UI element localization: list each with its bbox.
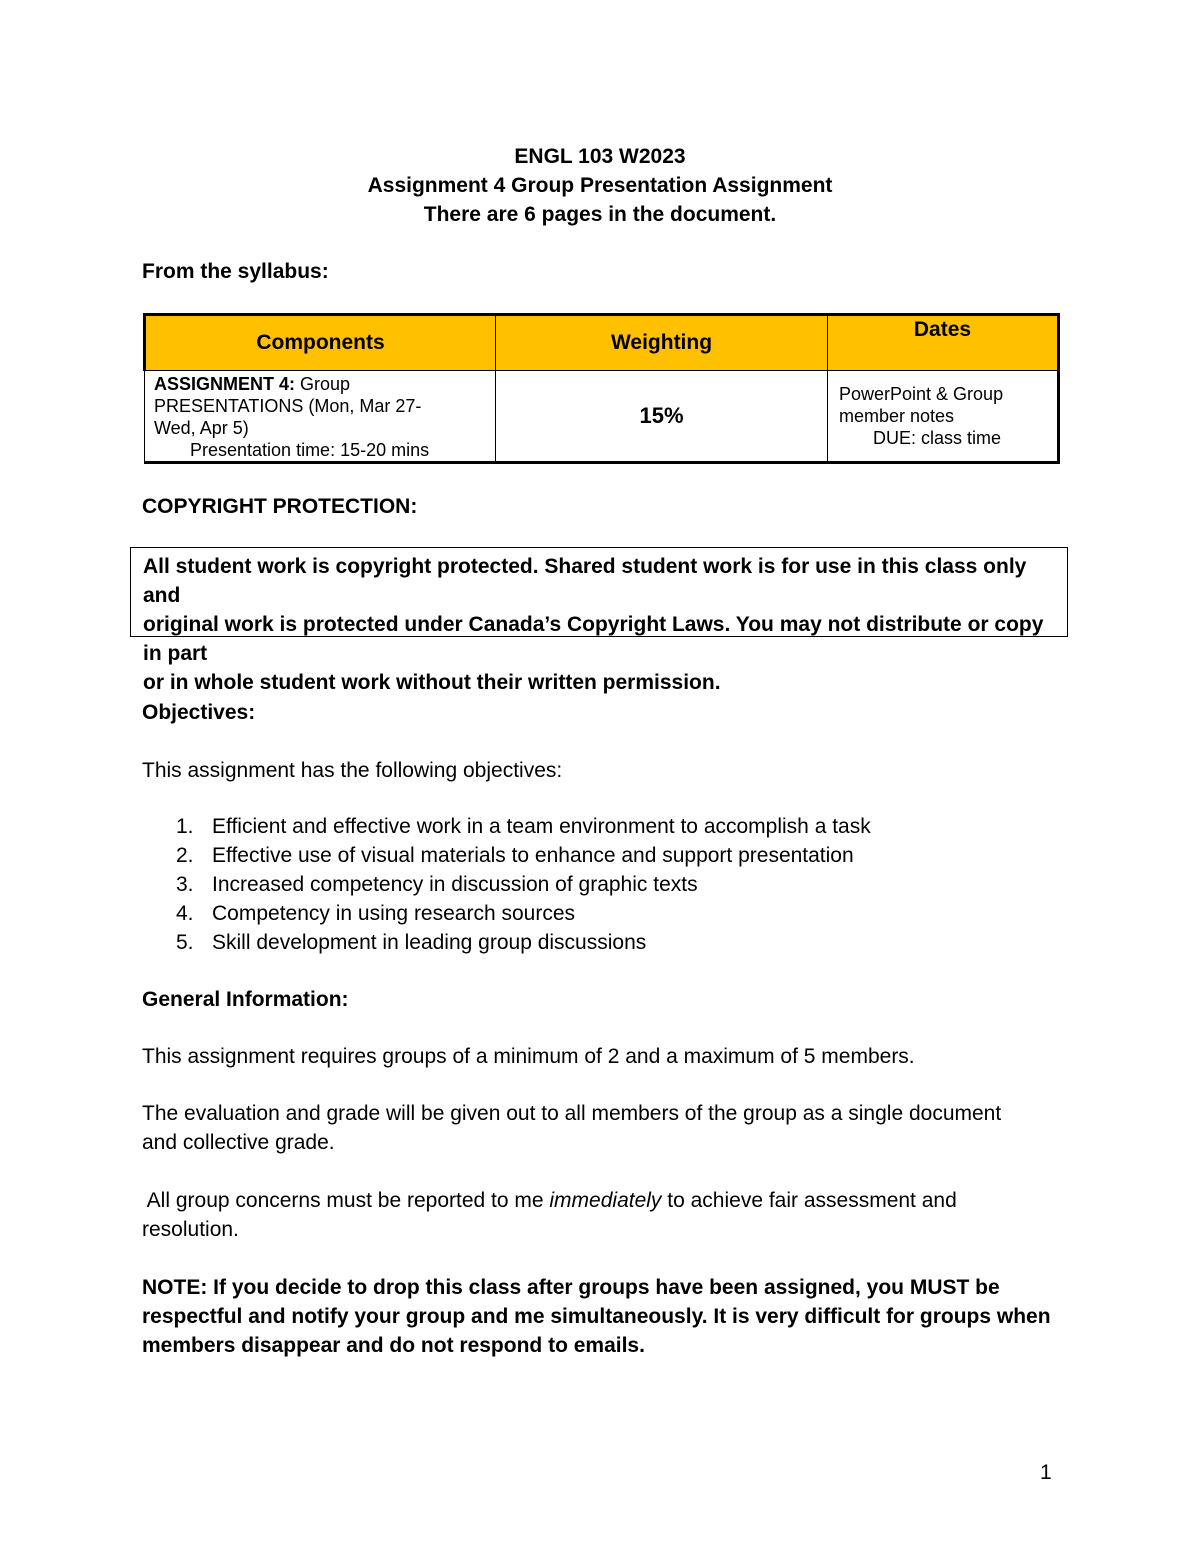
list-item: 5. Skill development in leading group discussions (176, 931, 647, 954)
emphasis: immediately (549, 1189, 662, 1212)
dates-line3: DUE: class time (873, 428, 1002, 448)
dates-line1: PowerPoint & Group (839, 384, 1004, 404)
general-p3-line1: All group concerns must be reported to me immediately to achieve fair assessment and (142, 1189, 957, 1212)
copyright-line3: or in whole student work without their written permission. (143, 671, 721, 694)
general-p3-line2: resolution. (142, 1218, 239, 1241)
pages-note: There are 6 pages in the document. (423, 203, 777, 226)
list-item: 4. Competency in using research sources (176, 902, 576, 925)
component-line2: PRESENTATIONS (Mon, Mar 27- (154, 396, 422, 416)
header-weighting: Weighting (496, 315, 828, 371)
objectives-heading: Objectives: (142, 701, 256, 724)
dates-cell (828, 371, 1059, 463)
course-title: ENGL 103 W2023 (514, 145, 686, 168)
syllabus-table (143, 313, 1060, 464)
component-line3: Wed, Apr 5) (154, 418, 249, 438)
copyright-box (130, 547, 1068, 694)
general-p2-line2: and collective grade. (142, 1131, 335, 1154)
note-line3: members disappear and do not respond to emails. (142, 1334, 645, 1357)
copyright-line2: original work is protected under Canada’s Copyright Laws. You may not distribute or copy in part (143, 613, 1044, 665)
header-components: Components (145, 315, 496, 371)
syllabus-label: From the syllabus: (142, 260, 329, 283)
list-item: 3. Increased competency in discussion of graphic texts (176, 873, 698, 896)
list-item: 1. Efficient and effective work in a team environment to accomplish a task (176, 815, 871, 838)
page-number: 1 (1040, 1461, 1052, 1484)
copyright-heading: COPYRIGHT PROTECTION: (142, 495, 418, 518)
general-heading: General Information: (142, 988, 349, 1011)
component-line4: Presentation time: 15-20 mins (190, 440, 430, 460)
copyright-line1: All student work is copyright protected. Shared student work is for use in this class only and (143, 555, 1027, 607)
list-item: 2. Effective use of visual materials to enhance and support presentation (176, 844, 854, 867)
objectives-list (142, 812, 871, 957)
component-title: ASSIGNMENT 4: (154, 374, 296, 394)
general-p1: This assignment requires groups of a minimum of 2 and a maximum of 5 members. (142, 1045, 915, 1068)
component-line1: Group (295, 374, 351, 394)
dates-line2: member notes (839, 406, 955, 426)
general-p2-line1: The evaluation and grade will be given out to all members of the group as a single document (142, 1102, 1002, 1125)
note-line1: NOTE: If you decide to drop this class after groups have been assigned, you MUST be (142, 1276, 1000, 1299)
objectives-intro: This assignment has the following objectives: (142, 759, 563, 782)
weighting-value: 15% (496, 371, 828, 463)
component-cell (145, 371, 496, 463)
assignment-title: Assignment 4 Group Presentation Assignment (367, 174, 833, 197)
note-line2: respectful and notify your group and me simultaneously. It is very difficult for groups when (142, 1305, 1051, 1328)
header-dates: Dates (828, 315, 1059, 371)
